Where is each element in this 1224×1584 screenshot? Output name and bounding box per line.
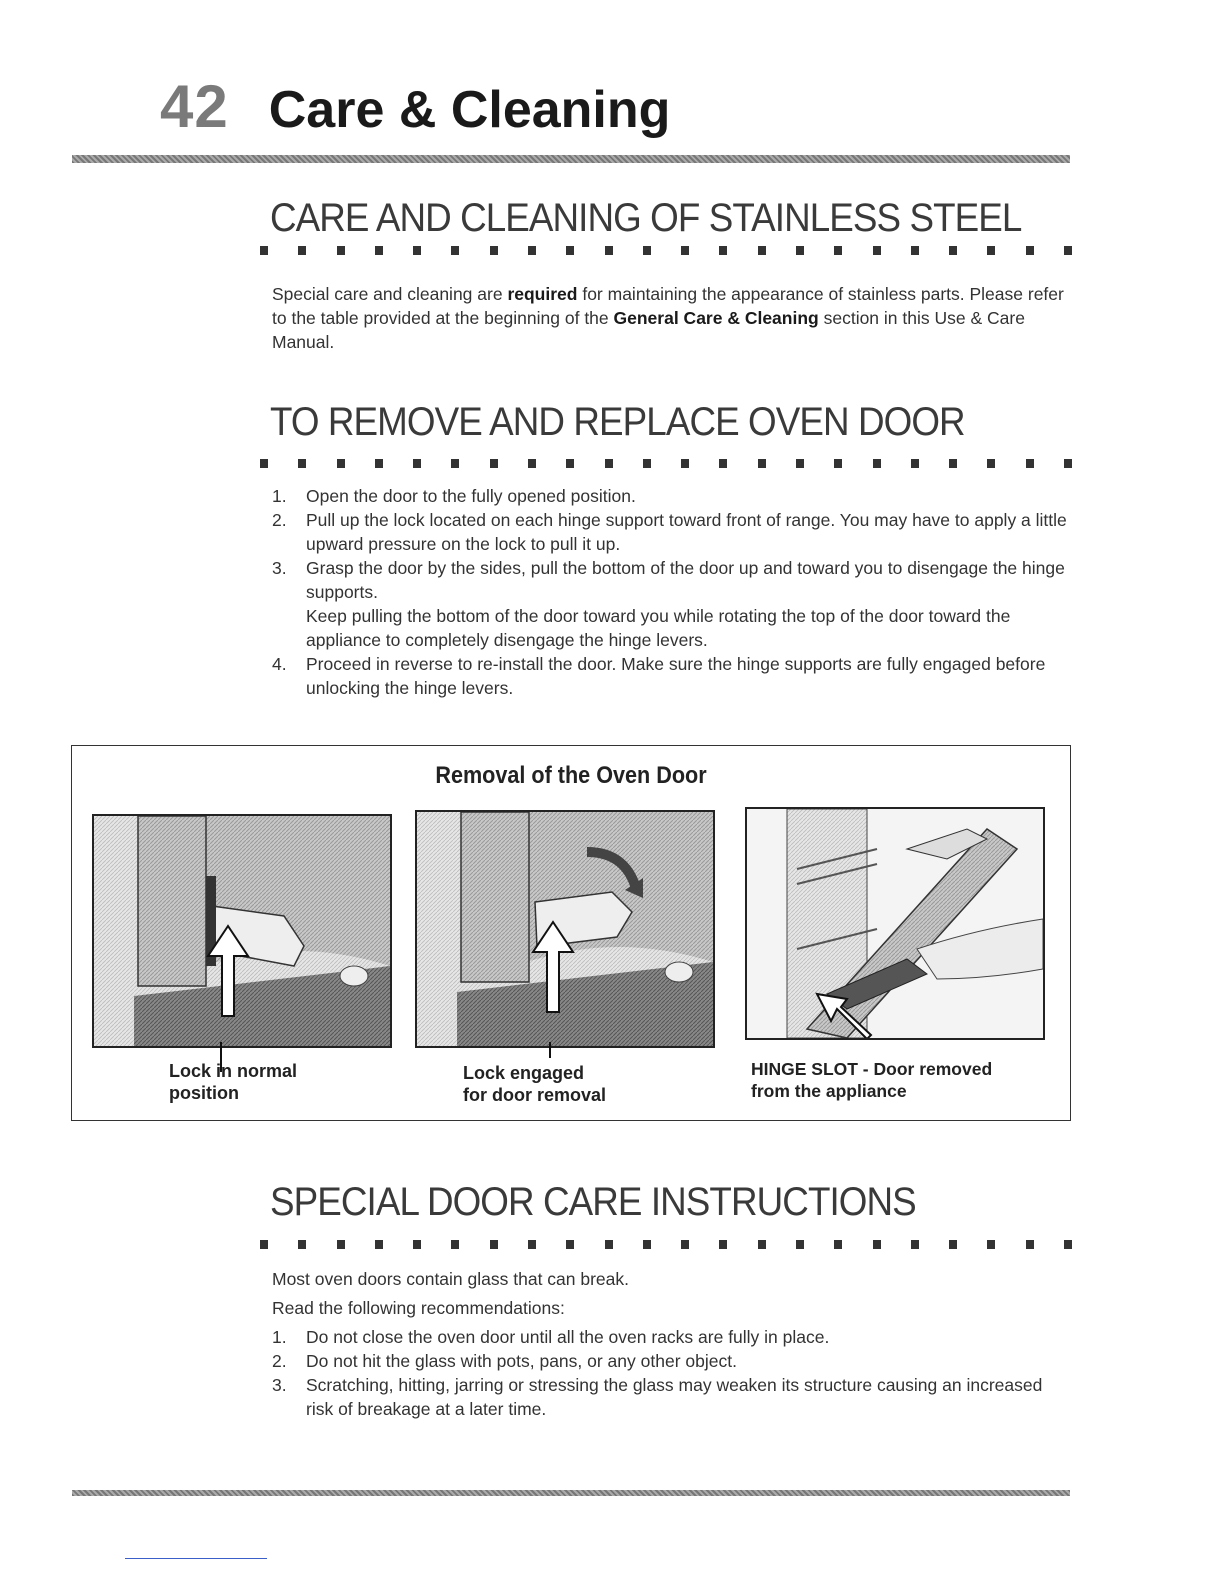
divider-square — [1026, 1240, 1034, 1249]
list-item — [272, 484, 1072, 508]
divider-square — [834, 1240, 842, 1249]
divider-square — [949, 246, 957, 255]
stainless-paragraph — [272, 282, 1072, 354]
step-number: 1. — [272, 1327, 287, 1347]
list-item — [272, 652, 1072, 700]
section-title-oven-door: TO REMOVE AND REPLACE OVEN DOOR — [270, 400, 965, 444]
hinge-slot-image — [747, 809, 1043, 1038]
divider-square — [413, 1240, 421, 1249]
divider-square — [605, 1240, 613, 1249]
oven-door-steps — [272, 484, 1072, 700]
door-care-steps — [272, 1325, 1072, 1421]
page-number: 42 — [160, 73, 229, 140]
section-divider-dots — [260, 1240, 1072, 1250]
divider-square — [451, 459, 459, 468]
caption-line: for door removal — [463, 1085, 607, 1105]
divider-square — [566, 459, 574, 468]
divider-square — [298, 246, 306, 255]
divider-square — [451, 246, 459, 255]
divider-square — [873, 246, 881, 255]
divider-square — [834, 246, 842, 255]
caption-hinge-slot — [751, 1058, 992, 1102]
text-run: Special care and cleaning are — [272, 284, 508, 304]
step-text: Scratching, hitting, jarring or stressing the glass may weaken its structure causing an increased risk of breakage at a later time. — [306, 1375, 1043, 1419]
divider-square — [643, 459, 651, 468]
bold-run: General Care & Cleaning — [613, 308, 819, 328]
divider-square — [796, 459, 804, 468]
divider-square — [413, 459, 421, 468]
list-item — [272, 1325, 1072, 1349]
door-care-intro-1: Most oven doors contain glass that can break. — [272, 1269, 630, 1289]
page-header — [160, 72, 670, 152]
divider-square — [490, 459, 498, 468]
divider-square — [681, 459, 689, 468]
divider-square — [528, 246, 536, 255]
divider-square — [528, 1240, 536, 1249]
divider-square — [375, 459, 383, 468]
divider-square — [643, 246, 651, 255]
pointer-line — [549, 1042, 551, 1058]
divider-square — [490, 246, 498, 255]
step-number: 3. — [272, 1375, 287, 1395]
divider-square — [681, 246, 689, 255]
divider-square — [873, 1240, 881, 1249]
step-number: 1. — [272, 486, 287, 506]
divider-square — [375, 246, 383, 255]
footer-link-underline — [125, 1558, 267, 1559]
caption-lock-engaged — [463, 1062, 606, 1106]
divider-square — [758, 1240, 766, 1249]
divider-square — [605, 246, 613, 255]
section-title-stainless: CARE AND CLEANING OF STAINLESS STEEL — [270, 196, 1022, 240]
step-text: Grasp the door by the sides, pull the bottom of the door up and toward you to disengage the hinge supports. — [306, 558, 1065, 602]
divider-square — [987, 246, 995, 255]
divider-square — [911, 1240, 919, 1249]
figure-title: Removal of the Oven Door — [435, 762, 707, 789]
illustration-lock-engaged — [415, 810, 715, 1048]
divider-square — [796, 246, 804, 255]
divider-square — [758, 459, 766, 468]
caption-line: Lock engaged — [463, 1063, 585, 1083]
divider-square — [949, 1240, 957, 1249]
divider-square — [643, 1240, 651, 1249]
step-text: Open the door to the fully opened position. — [306, 486, 636, 506]
list-item — [272, 508, 1072, 556]
divider-square — [337, 459, 345, 468]
caption-line: HINGE SLOT - Door removed — [751, 1059, 993, 1079]
page-title: Care & Cleaning — [268, 81, 671, 139]
divider-square — [758, 246, 766, 255]
divider-square — [681, 1240, 689, 1249]
divider-square — [873, 459, 881, 468]
divider-square — [260, 459, 268, 468]
divider-square — [566, 246, 574, 255]
divider-square — [490, 1240, 498, 1249]
divider-square — [719, 246, 727, 255]
divider-square — [566, 1240, 574, 1249]
list-item — [272, 1349, 1072, 1373]
divider-square — [451, 1240, 459, 1249]
divider-square — [298, 1240, 306, 1249]
step-text: Do not hit the glass with pots, pans, or any other object. — [306, 1351, 737, 1371]
divider-square — [337, 246, 345, 255]
caption-line: position — [169, 1083, 239, 1103]
step-number: 2. — [272, 1351, 287, 1371]
caption-line: Lock in normal — [169, 1061, 298, 1081]
step-text: Pull up the lock located on each hinge support toward front of range. You may have to apply a little upward pressure on the lock to pull it up. — [306, 510, 1067, 554]
divider-square — [1026, 459, 1034, 468]
divider-square — [1064, 459, 1072, 468]
divider-square — [528, 459, 536, 468]
section-title-door-care: SPECIAL DOOR CARE INSTRUCTIONS — [270, 1180, 916, 1224]
divider-square — [605, 459, 613, 468]
text-run: section in this Use & Care Manual. — [272, 308, 1025, 352]
header-rule — [72, 155, 1070, 163]
text-run: for maintaining the appearance of stainless parts. Please refer to the table provided at the beginning of the — [272, 284, 1064, 328]
divider-square — [298, 459, 306, 468]
caption-line: from the appliance — [751, 1081, 907, 1101]
divider-square — [987, 459, 995, 468]
door-care-intro-2: Read the following recommendations: — [272, 1298, 565, 1318]
divider-square — [1026, 246, 1034, 255]
list-item — [272, 1373, 1072, 1421]
section-divider-dots — [260, 246, 1072, 256]
divider-square — [260, 246, 268, 255]
footer-rule — [72, 1490, 1070, 1496]
caption-lock-normal — [169, 1060, 297, 1104]
list-item — [272, 556, 1072, 652]
step-text: Do not close the oven door until all the oven racks are fully in place. — [306, 1327, 830, 1347]
step-number: 3. — [272, 558, 287, 578]
divider-square — [796, 1240, 804, 1249]
divider-square — [1064, 246, 1072, 255]
hinge-lock-engaged-image — [417, 812, 713, 1046]
step-text-extra: Keep pulling the bottom of the door toward you while rotating the top of the door toward the appliance to completely disengage the hinge levers. — [306, 606, 1011, 650]
step-number: 4. — [272, 654, 287, 674]
section-divider-dots — [260, 459, 1072, 469]
divider-square — [719, 459, 727, 468]
divider-square — [413, 246, 421, 255]
illustration-hinge-slot — [745, 807, 1045, 1040]
divider-square — [1064, 1240, 1072, 1249]
step-text: Proceed in reverse to re-install the door. Make sure the hinge supports are fully engaged before unlocking the hinge levers. — [306, 654, 1046, 698]
figure-box — [71, 745, 1071, 1121]
divider-square — [719, 1240, 727, 1249]
bold-run: required — [507, 284, 578, 304]
illustration-lock-normal — [92, 814, 392, 1048]
divider-square — [949, 459, 957, 468]
step-number: 2. — [272, 510, 287, 530]
divider-square — [375, 1240, 383, 1249]
divider-square — [337, 1240, 345, 1249]
divider-square — [260, 1240, 268, 1249]
divider-square — [911, 459, 919, 468]
divider-square — [911, 246, 919, 255]
hinge-lock-normal-image — [94, 816, 390, 1046]
divider-square — [987, 1240, 995, 1249]
divider-square — [834, 459, 842, 468]
